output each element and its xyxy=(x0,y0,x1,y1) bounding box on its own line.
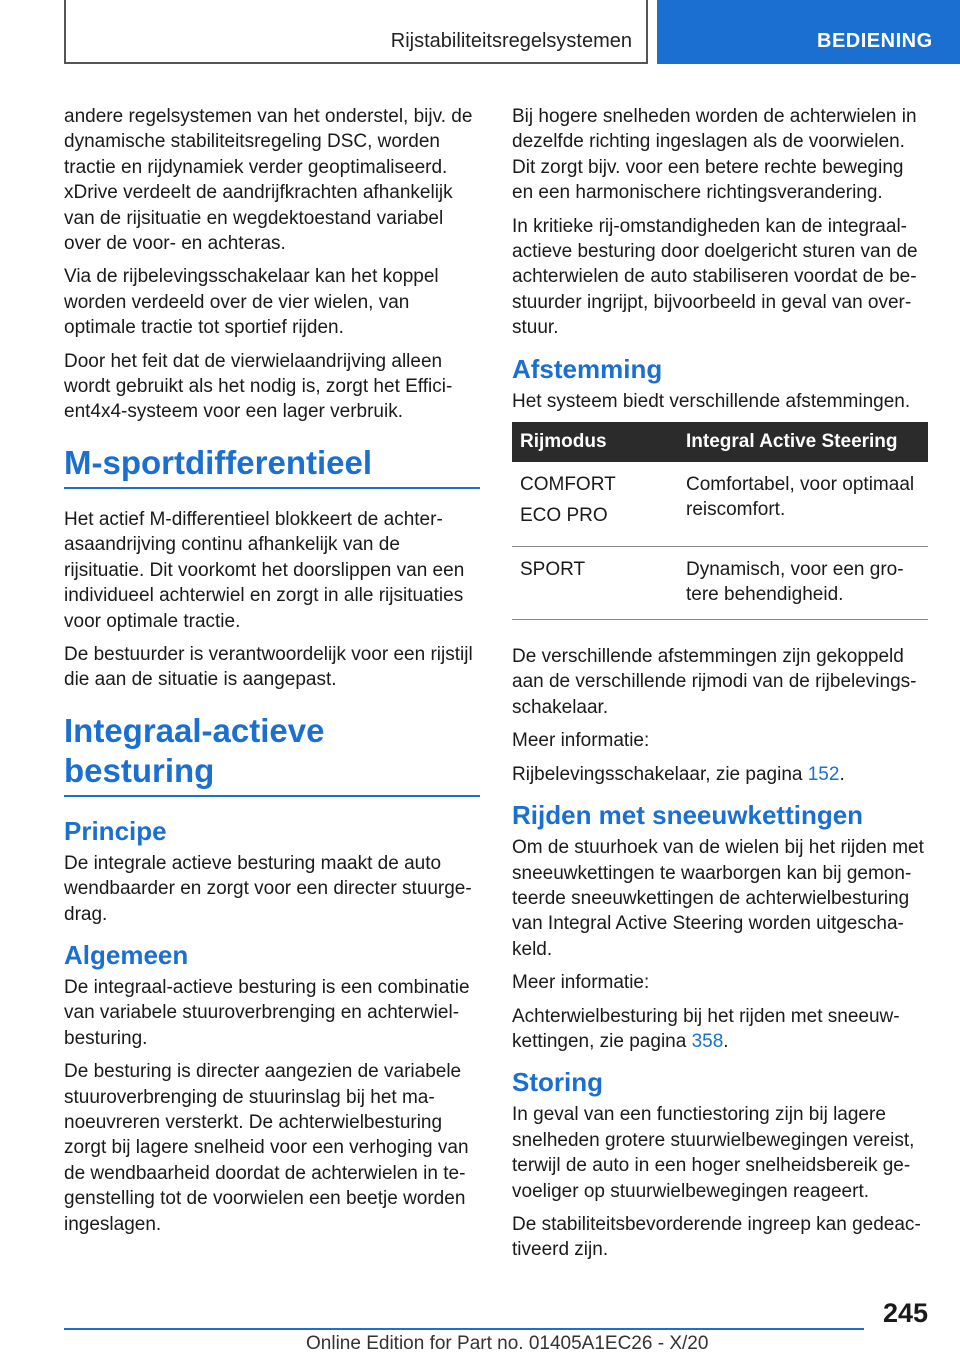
paragraph: In kritieke rij-omstandigheden kan de integraal-actieve besturing door doelgericht sturen van de achterwielen de auto stabiliseren voordat de bestuurder ingrijpt, bijvoorbeeld in geval van overstuur. xyxy=(512,215,918,339)
table-header-row xyxy=(512,422,928,462)
heading-afstemming: Afstemming xyxy=(512,353,663,384)
heading-storing: Storing xyxy=(512,1067,603,1098)
paragraph: Het actief M-differentieel blokkeert de achterasaandrijving continu afhankelijk van de rijsituatie. Dit voorkomt het doorslippen van een individueel achterwiel en zorgt in alle rijsituaties voor optimale tractie. xyxy=(64,508,465,632)
table-header-cell: Rijmodus xyxy=(512,422,678,462)
reference-end: . xyxy=(839,763,845,785)
heading-algemeen: Algemeen xyxy=(64,939,189,970)
paragraph: De bestuurder is verantwoordelijk voor een rijstijl die aan de situatie is aangepast. xyxy=(64,643,473,691)
drive-mode-table xyxy=(512,422,928,620)
heading-m-sport-differential: M-sportdifferentieel xyxy=(64,443,480,489)
paragraph: andere regelsystemen van het onderstel, bijv. de dynamische stabiliteitsregeling DSC, worden tractie en rijdynamiek verder geoptimaliseerd. xDrive verdeelt de aandrijfkrachten afhankelijk van de rijsituatie en wegdektoestand variabel over de voor- en achteras. xyxy=(64,106,473,255)
paragraph: De besturing is directer aangezien de variabele stuuroverbrenging de stuurinslag bij het manoeuvreren versterkt. De achterwielbesturing zorgt bij lagere snelheid voor een verhoging van de wendbaarheid doordat de achterwielen in tegenstelling tot de voorwielen een beetje worden ingeslagen. xyxy=(64,1061,469,1235)
page-link-358[interactable]: 358 xyxy=(691,1030,724,1052)
paragraph: In geval van een functiestoring zijn bij lagere snelheden grotere stuurwielbewegingen vereist, terwijl de auto in een hoger snelheidsbereik gevoeliger op stuurwielbewegingen reageert. xyxy=(512,1104,915,1202)
table-cell: Dynamisch, voor een grotere behendigheid. xyxy=(678,547,928,620)
table-cell xyxy=(512,462,678,547)
paragraph: De verschillende afstemmingen zijn gekoppeld aan de verschillende rijmodi van de rijbelevingsschakelaar. xyxy=(512,646,917,718)
heading-principe: Principe xyxy=(64,815,167,846)
paragraph: Meer informatie: xyxy=(512,972,650,994)
page-link-152[interactable]: 152 xyxy=(807,763,840,785)
page-number: 245 xyxy=(882,1298,928,1328)
reference-text: Achterwielbesturing bij het rijden met sneeuwkettingen, zie pagina xyxy=(512,1005,900,1052)
mode-label: ECO PRO xyxy=(520,505,608,527)
paragraph: Bij hogere snelheden worden de achterwielen in dezelfde richting ingeslagen als de voorwielen. Dit zorgt bijv. voor een betere rechte beweging en een harmonischere richtingsverandering. xyxy=(512,106,917,204)
table-header-cell: Integral Active Steering xyxy=(678,422,928,462)
table-row xyxy=(512,547,928,620)
paragraph: De integrale actieve besturing maakt de auto wendbaarder en zorgt voor een directer stuurgedrag. xyxy=(64,852,472,925)
header-section-box xyxy=(64,0,648,64)
paragraph: De stabiliteitsbevorderende ingreep kan gedeactiveerd zijn. xyxy=(512,1213,921,1261)
right-column xyxy=(512,104,928,1271)
header-chapter-title: BEDIENING xyxy=(817,30,933,52)
edition-footer: Online Edition for Part no. 01405A1EC26 - X/20 xyxy=(306,1333,709,1354)
reference-text: Rijbelevingsschakelaar, zie pagina xyxy=(512,763,808,785)
heading-snow-chains: Rijden met sneeuwkettingen xyxy=(512,800,864,831)
table-row xyxy=(512,462,928,547)
paragraph: Via de rijbelevingsschakelaar kan het koppel worden verdeeld over de vier wielen, van optimale tractie tot sportief rijden. xyxy=(64,266,439,339)
table-cell: SPORT xyxy=(512,547,678,620)
left-column xyxy=(64,104,480,1245)
header-chapter-tab xyxy=(657,0,960,64)
reference-end: . xyxy=(723,1030,729,1052)
paragraph xyxy=(512,762,928,787)
paragraph: Meer informatie: xyxy=(512,730,650,752)
heading-integral-steering: Integraal-actieve besturing xyxy=(64,711,480,797)
footer-divider xyxy=(64,1328,864,1330)
paragraph: Door het feit dat de vierwielaandrijving alleen wordt gebruikt als het nodig is, zorgt het Efficient4x4-systeem voor een lager verbruik. xyxy=(64,350,453,423)
table-cell: Comfortabel, voor optimaal reiscomfort. xyxy=(678,462,928,547)
paragraph: De integraal-actieve besturing is een combinatie van variabele stuuroverbrenging en achterwielbesturing. xyxy=(64,976,470,1049)
header-section-title: Rijstabiliteitsregelsystemen xyxy=(390,30,632,52)
mode-label: COMFORT xyxy=(520,474,616,496)
paragraph: Om de stuurhoek van de wielen bij het rijden met sneeuwkettingen te waarborgen kan bij gemonteerde sneeuwkettingen de achterwielbesturing van Integral Active Steering worden uitgeschakeld. xyxy=(512,837,924,960)
paragraph xyxy=(512,1004,928,1055)
paragraph: Het systeem biedt verschillende afstemmingen. xyxy=(512,390,911,412)
